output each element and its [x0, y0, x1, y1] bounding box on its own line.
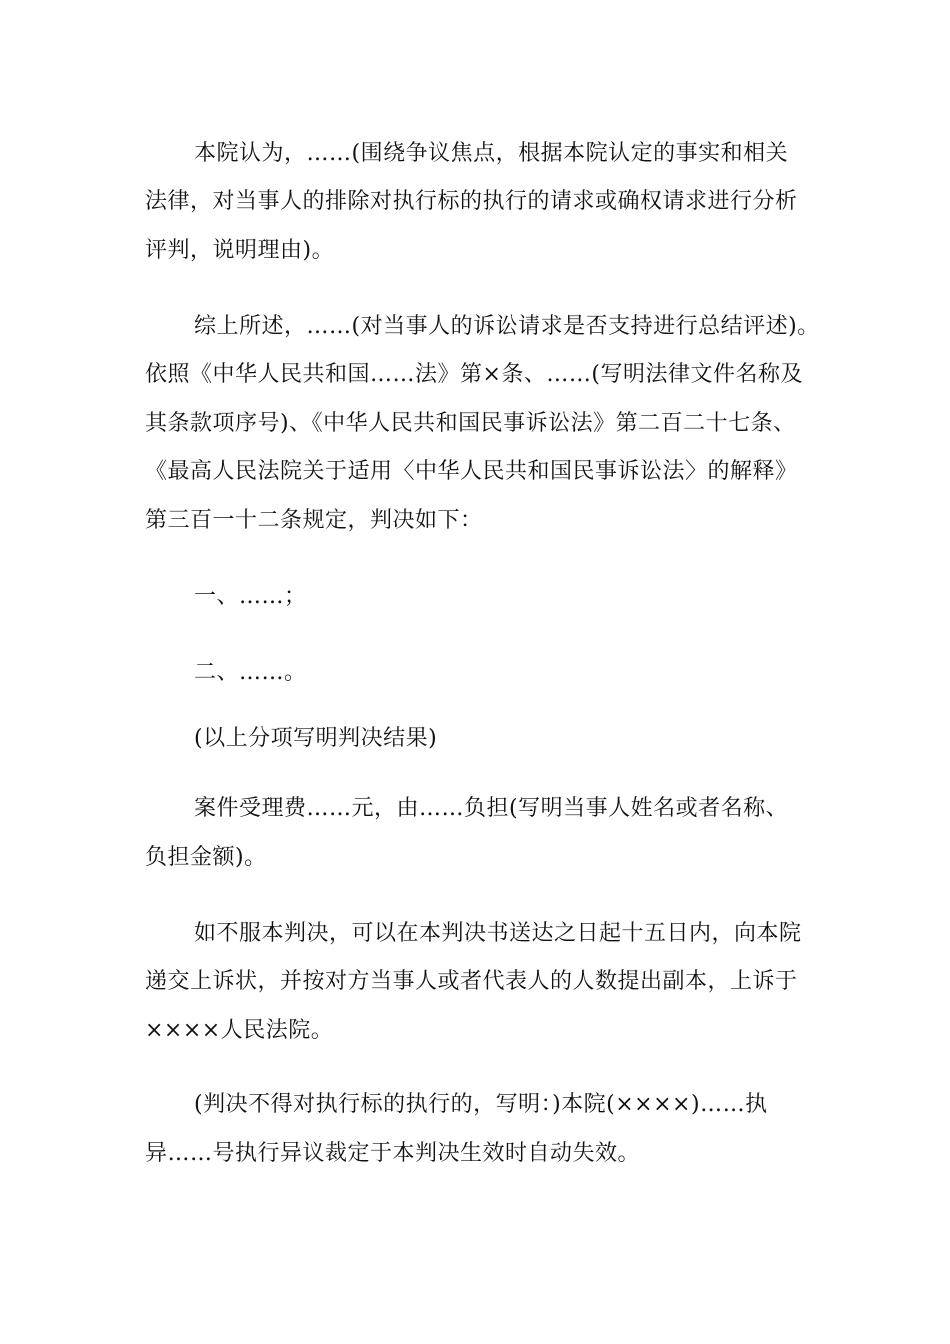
summary-line-2: 依照《中华人民共和国……法》第×条、……(写明法律文件名称及: [145, 362, 804, 387]
reasoning-line-3: 评判，说明理由)。: [145, 238, 335, 263]
ruling-line-2: 异……号执行异议裁定于本判决生效时自动失效。: [145, 1141, 641, 1166]
case-fee-line-2: 负担金额)。: [145, 845, 267, 870]
summary-line-3: 其条款项序号)、《中华人民共和国民事诉讼法》第二百二十七条、: [145, 411, 796, 436]
appeal-line-1: 如不服本判决，可以在本判决书送达之日起十五日内，向本院: [194, 921, 802, 946]
summary-line-4: 《最高人民法院关于适用〈中华人民共和国民事诉讼法〉的解释》: [145, 459, 798, 484]
appeal-line-2: 递交上诉状，并按对方当事人或者代表人的人数提出副本，上诉于: [145, 969, 798, 994]
case-fee-line-1: 案件受理费……元，由……负担(写明当事人姓名或者名称、: [194, 796, 789, 821]
summary-line-1: 综上所述，……(对当事人的诉讼请求是否支持进行总结评述)。: [194, 314, 820, 339]
reasoning-line-1: 本院认为，……(围绕争议焦点，根据本院认定的事实和相关: [194, 141, 789, 166]
summary-line-5: 第三百一十二条规定，判决如下：: [145, 508, 483, 533]
judgment-note: (以上分项写明判决结果): [194, 726, 438, 751]
ruling-line-1: (判决不得对执行标的执行的，写明：)本院(××××)……执: [194, 1092, 768, 1117]
appeal-line-3: ××××人民法院。: [145, 1018, 334, 1043]
reasoning-line-2: 法律，对当事人的排除对执行标的执行的请求或确权请求进行分析: [145, 189, 798, 214]
judgment-item-2: 二、……。: [194, 660, 307, 685]
judgment-item-1: 一、……；: [194, 584, 307, 609]
